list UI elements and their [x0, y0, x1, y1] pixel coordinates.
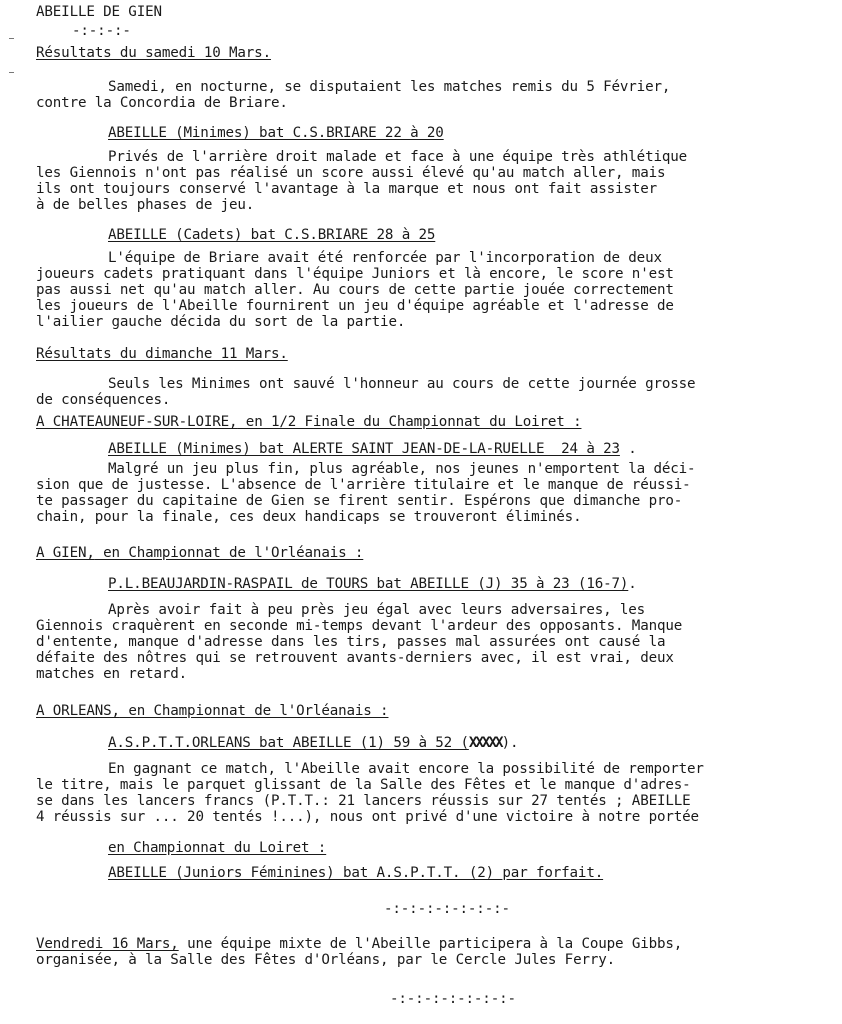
paragraph-line: contre la Concordia de Briare.: [36, 95, 288, 111]
paragraph-line: matches en retard.: [36, 666, 188, 682]
venue-location: A CHATEAUNEUF-SUR-LOIRE,: [36, 414, 238, 430]
match-line-minimes-alerte: [108, 441, 637, 457]
paragraph-line: joueurs cadets pratiquant dans l'équipe Juniors et là encore, le score n'est: [36, 266, 674, 282]
venue-location: A GIEN,: [36, 545, 95, 561]
paragraph-line: 4 réussis sur ... 20 tentés !...), nous ont privé d'une victoire à notre portée: [36, 809, 699, 825]
scan-mark: [9, 72, 14, 73]
paragraph-line: Après avoir fait à peu près jeu égal avec leurs adversaires, les: [108, 602, 646, 618]
paragraph-line: Samedi, en nocturne, se disputaient les matches remis du 5 Février,: [108, 79, 671, 95]
match-title-minimes-briare: ABEILLE (Minimes) bat C.S.BRIARE 22 à 20: [108, 125, 444, 141]
paragraph-line: Malgré un jeu plus fin, plus agréable, nos jeunes n'emportent la déci-: [108, 461, 696, 477]
title-rule: -:-:-:-: [72, 23, 131, 39]
paragraph-line: sion que de justesse. L'absence de l'arrière titulaire et le manque de réussi-: [36, 477, 691, 493]
announcement-line: [36, 936, 682, 952]
paragraph-line: défaite des nôtres qui se retrouvent avants-derniers avec, il est vrai, deux: [36, 650, 674, 666]
section-heading-dimanche: Résultats du dimanche 11 Mars.: [36, 346, 288, 362]
paragraph-line: chain, pour la finale, ces deux handicaps se trouveront éliminés.: [36, 509, 582, 525]
match-title-minimes-alerte: ABEILLE (Minimes) bat ALERTE SAINT JEAN-DE-LA-RUELLE 24 à 23: [108, 441, 620, 457]
announcement-text: une équipe mixte de l'Abeille participera à la Coupe Gibbs,: [178, 936, 683, 952]
match-title-asptt-abeille: A.S.P.T.T.ORLEANS bat ABEILLE (1) 59 à 52 (: [108, 735, 469, 751]
match-title-tours-abeille: P.L.BEAUJARDIN-RASPAIL de TOURS bat ABEILLE (J) 35 à 23 (16-7): [108, 576, 629, 592]
venue-line-orleans: [36, 703, 388, 719]
venue-line-chateauneuf: [36, 414, 581, 430]
match-suffix: .: [619, 441, 637, 457]
match-suffix: .: [628, 576, 637, 592]
paragraph-line: Seuls les Minimes ont sauvé l'honneur au cours de cette journée grosse: [108, 376, 696, 392]
venue-competition: en Championnat de l'Orléanais :: [94, 545, 364, 561]
paragraph-line: l'ailier gauche décida du sort de la partie.: [36, 314, 406, 330]
paragraph-line: les Giennois n'ont pas réalisé un score aussi élevé qu'au match aller, mais: [36, 165, 666, 181]
venue-location: A ORLEANS,: [36, 703, 120, 719]
competition-loiret: en Championnat du Loiret :: [108, 840, 327, 856]
document-title: ABEILLE DE GIEN: [36, 4, 162, 20]
struck-out-text: XXXXX: [468, 735, 502, 751]
paragraph-line: le titre, mais le parquet glissant de la Salle des Fêtes et le manque d'adres-: [36, 777, 691, 793]
separator-rule: -:-:-:-:-:-:-:-: [384, 901, 510, 917]
match-suffix: ).: [501, 735, 519, 751]
match-line-asptt-abeille: [108, 735, 518, 751]
paragraph-line: ils ont toujours conservé l'avantage à la marque et nous ont fait assister: [36, 181, 657, 197]
match-title-cadets-briare: ABEILLE (Cadets) bat C.S.BRIARE 28 à 25: [108, 227, 436, 243]
paragraph-line: à de belles phases de jeu.: [36, 197, 255, 213]
paragraph-line: L'équipe de Briare avait été renforcée par l'incorporation de deux: [108, 250, 662, 266]
venue-competition: en Championnat de l'Orléanais :: [119, 703, 389, 719]
paragraph-line: Giennois craquèrent en seconde mi-temps devant l'ardeur des opposants. Manque: [36, 618, 683, 634]
paragraph-line: organisée, à la Salle des Fêtes d'Orléans, par le Cercle Jules Ferry.: [36, 952, 616, 968]
paragraph-line: En gagnant ce match, l'Abeille avait encore la possibilité de remporter: [108, 761, 704, 777]
paragraph-line: pas aussi net qu'au match aller. Au cours de cette partie jouée correctement: [36, 282, 674, 298]
paragraph-line: te passager du capitaine de Gien se firent sentir. Espérons que dimanche pro-: [36, 493, 683, 509]
section-heading-samedi: Résultats du samedi 10 Mars.: [36, 45, 271, 61]
paragraph-line: d'entente, manque d'adresse dans les tirs, passes mal assurées ont causé la: [36, 634, 666, 650]
announcement-date: Vendredi 16 Mars,: [36, 936, 179, 952]
paragraph-line: les joueurs de l'Abeille fournirent un jeu d'équipe agréable et l'adresse de: [36, 298, 674, 314]
paragraph-line: Privés de l'arrière droit malade et face à une équipe très athlétique: [108, 149, 688, 165]
paragraph-line: de conséquences.: [36, 392, 171, 408]
separator-rule: -:-:-:-:-:-:-:-: [390, 991, 516, 1007]
venue-line-gien: [36, 545, 363, 561]
match-line-tours-abeille: [108, 576, 637, 592]
venue-competition: en 1/2 Finale du Championnat du Loiret :: [237, 414, 582, 430]
paragraph-line: se dans les lancers francs (P.T.T.: 21 lancers réussis sur 27 tentés ; ABEILLE: [36, 793, 691, 809]
scan-mark: [9, 38, 14, 39]
match-title-juniors-feminines: ABEILLE (Juniors Féminines) bat A.S.P.T.T. (2) par forfait.: [108, 865, 604, 881]
